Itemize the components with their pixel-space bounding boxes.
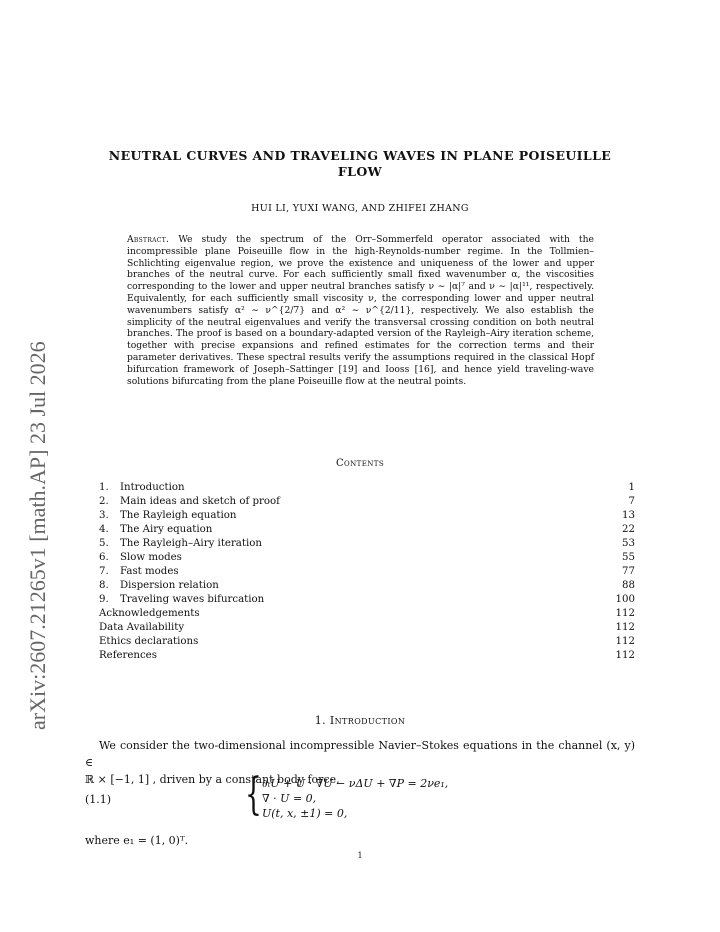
toc-entry-label: Ethics declarations bbox=[99, 636, 199, 647]
toc-entry-page: 55 bbox=[622, 552, 635, 563]
toc-entry[interactable] bbox=[99, 593, 635, 607]
toc-entry-label: Acknowledgements bbox=[99, 608, 200, 619]
intro-line-1: We consider the two-dimensional incompressible Navier–Stokes equations in the channel (x, y) ∈ bbox=[85, 739, 635, 769]
toc-entry[interactable] bbox=[99, 481, 635, 495]
toc-entry[interactable] bbox=[99, 649, 635, 663]
toc-entry-label: Main ideas and sketch of proof bbox=[120, 496, 280, 507]
toc-entry[interactable] bbox=[99, 523, 635, 537]
contents-heading: Contents bbox=[335, 458, 385, 469]
page-number: 1 bbox=[357, 851, 363, 860]
toc-entry[interactable] bbox=[99, 565, 635, 579]
equation-number: (1.1) bbox=[85, 793, 112, 806]
toc-entry-page: 1 bbox=[628, 482, 635, 493]
toc-entry[interactable] bbox=[99, 509, 635, 523]
arxiv-stamp-svg bbox=[12, 330, 57, 730]
toc-entry-page: 112 bbox=[615, 608, 635, 619]
toc-entry-number: 5. bbox=[99, 538, 109, 549]
equation-system bbox=[262, 776, 448, 821]
toc-entry-number: 9. bbox=[99, 594, 109, 605]
toc-entry[interactable] bbox=[99, 579, 635, 593]
where-clause: where e₁ = (1, 0)ᵀ. bbox=[85, 834, 189, 847]
toc-entry-page: 112 bbox=[615, 650, 635, 661]
paper-title bbox=[100, 148, 620, 180]
toc-entry-number: 6. bbox=[99, 552, 109, 563]
toc-entry-label: References bbox=[99, 650, 157, 661]
equation-line-2: ∇ · U = 0, bbox=[262, 792, 317, 805]
toc-entry-label: Dispersion relation bbox=[120, 580, 219, 591]
equation-line-3: U(t, x, ±1) = 0, bbox=[262, 807, 348, 820]
toc-entry-label: Slow modes bbox=[120, 552, 182, 563]
abstract-label: Abstract. bbox=[127, 234, 170, 245]
toc-entry-label: Traveling waves bifurcation bbox=[120, 594, 265, 605]
equation-brace: { bbox=[245, 769, 262, 820]
table-of-contents bbox=[99, 481, 635, 663]
toc-entry-number: 4. bbox=[99, 524, 109, 535]
toc-entry-number: 3. bbox=[99, 510, 109, 521]
toc-entry-number: 8. bbox=[99, 580, 109, 591]
toc-entry-label: The Rayleigh equation bbox=[120, 510, 237, 521]
toc-entry-number: 1. bbox=[99, 482, 109, 493]
intro-line-2: ℝ × [−1, 1] , driven by a constant body force, bbox=[85, 773, 340, 786]
toc-entry-label: The Airy equation bbox=[120, 524, 213, 535]
toc-entry[interactable] bbox=[99, 621, 635, 635]
section-heading-introduction: 1. Introduction bbox=[314, 714, 406, 727]
toc-entry[interactable] bbox=[99, 607, 635, 621]
arxiv-sidebar-stamp bbox=[12, 330, 57, 730]
toc-entry-label: Introduction bbox=[120, 482, 185, 493]
toc-entry[interactable] bbox=[99, 537, 635, 551]
toc-entry-page: 112 bbox=[615, 636, 635, 647]
toc-entry-number: 7. bbox=[99, 566, 109, 577]
toc-entry-page: 77 bbox=[622, 566, 635, 577]
toc-entry[interactable] bbox=[99, 551, 635, 565]
toc-entry[interactable] bbox=[99, 635, 635, 649]
toc-entry-page: 88 bbox=[622, 580, 635, 591]
title-line-1: NEUTRAL CURVES AND TRAVELING WAVES IN PLANE POISEUILLE bbox=[108, 148, 612, 163]
author-list: HUI LI, YUXI WANG, AND ZHIFEI ZHANG bbox=[251, 203, 469, 214]
toc-entry-label: Data Availability bbox=[99, 622, 185, 633]
toc-entry-number: 2. bbox=[99, 496, 109, 507]
toc-entry[interactable] bbox=[99, 495, 635, 509]
arxiv-id-text: arXiv:2607.21265v1 [math.AP] 23 Jul 2026 bbox=[25, 341, 50, 730]
toc-entry-label: Fast modes bbox=[120, 566, 179, 577]
title-line-2: FLOW bbox=[337, 164, 383, 179]
toc-entry-page: 53 bbox=[622, 538, 635, 549]
abstract-text: We study the spectrum of the Orr–Sommerfeld operator associated with the incompressible plane Poiseuille flow in the high-Reynolds-number regime. In the Tollmien–Schlichting eigenvalue region, we prove the existence and uniqueness of the lower and upper branches of the neutral curve. For each sufficiently small fixed wavenumber α, the viscosities corresponding to the lower and upper neutral branches satisfy ν ∼ |α|⁷ and ν ∼ |α|¹¹, respectively. Equivalently, for each sufficiently small viscosity ν, the corresponding lower and upper neutral wavenumbers satisfy α² ∼ ν^{2/7} and α² ∼ ν^{2/11}, respectively. We also establish the simplicity of the neutral eigenvalues and verify the transversal crossing condition on both neutral branches. The proof is based on a boundary-adapted version of the Rayleigh–Airy iteration scheme, together with precise expansions and refined estimates for the correction terms and their parameter derivatives. These spectral results verify the assumptions required in the classical Hopf bifurcation framework of Joseph–Sattinger [19] and Iooss [16], and hence yield traveling-wave solutions bifurcating from the plane Poiseuille flow at the neutral points. bbox=[127, 234, 594, 387]
abstract-block bbox=[127, 234, 594, 387]
toc-entry-page: 100 bbox=[615, 594, 635, 605]
toc-entry-page: 13 bbox=[622, 510, 635, 521]
toc-entry-page: 22 bbox=[622, 524, 635, 535]
toc-entry-label: The Rayleigh–Airy iteration bbox=[120, 538, 262, 549]
toc-entry-page: 112 bbox=[615, 622, 635, 633]
toc-entry-page: 7 bbox=[628, 496, 635, 507]
equation-line-1: ∂ₜU + U · ∇U − νΔU + ∇P = 2νe₁, bbox=[262, 777, 449, 790]
